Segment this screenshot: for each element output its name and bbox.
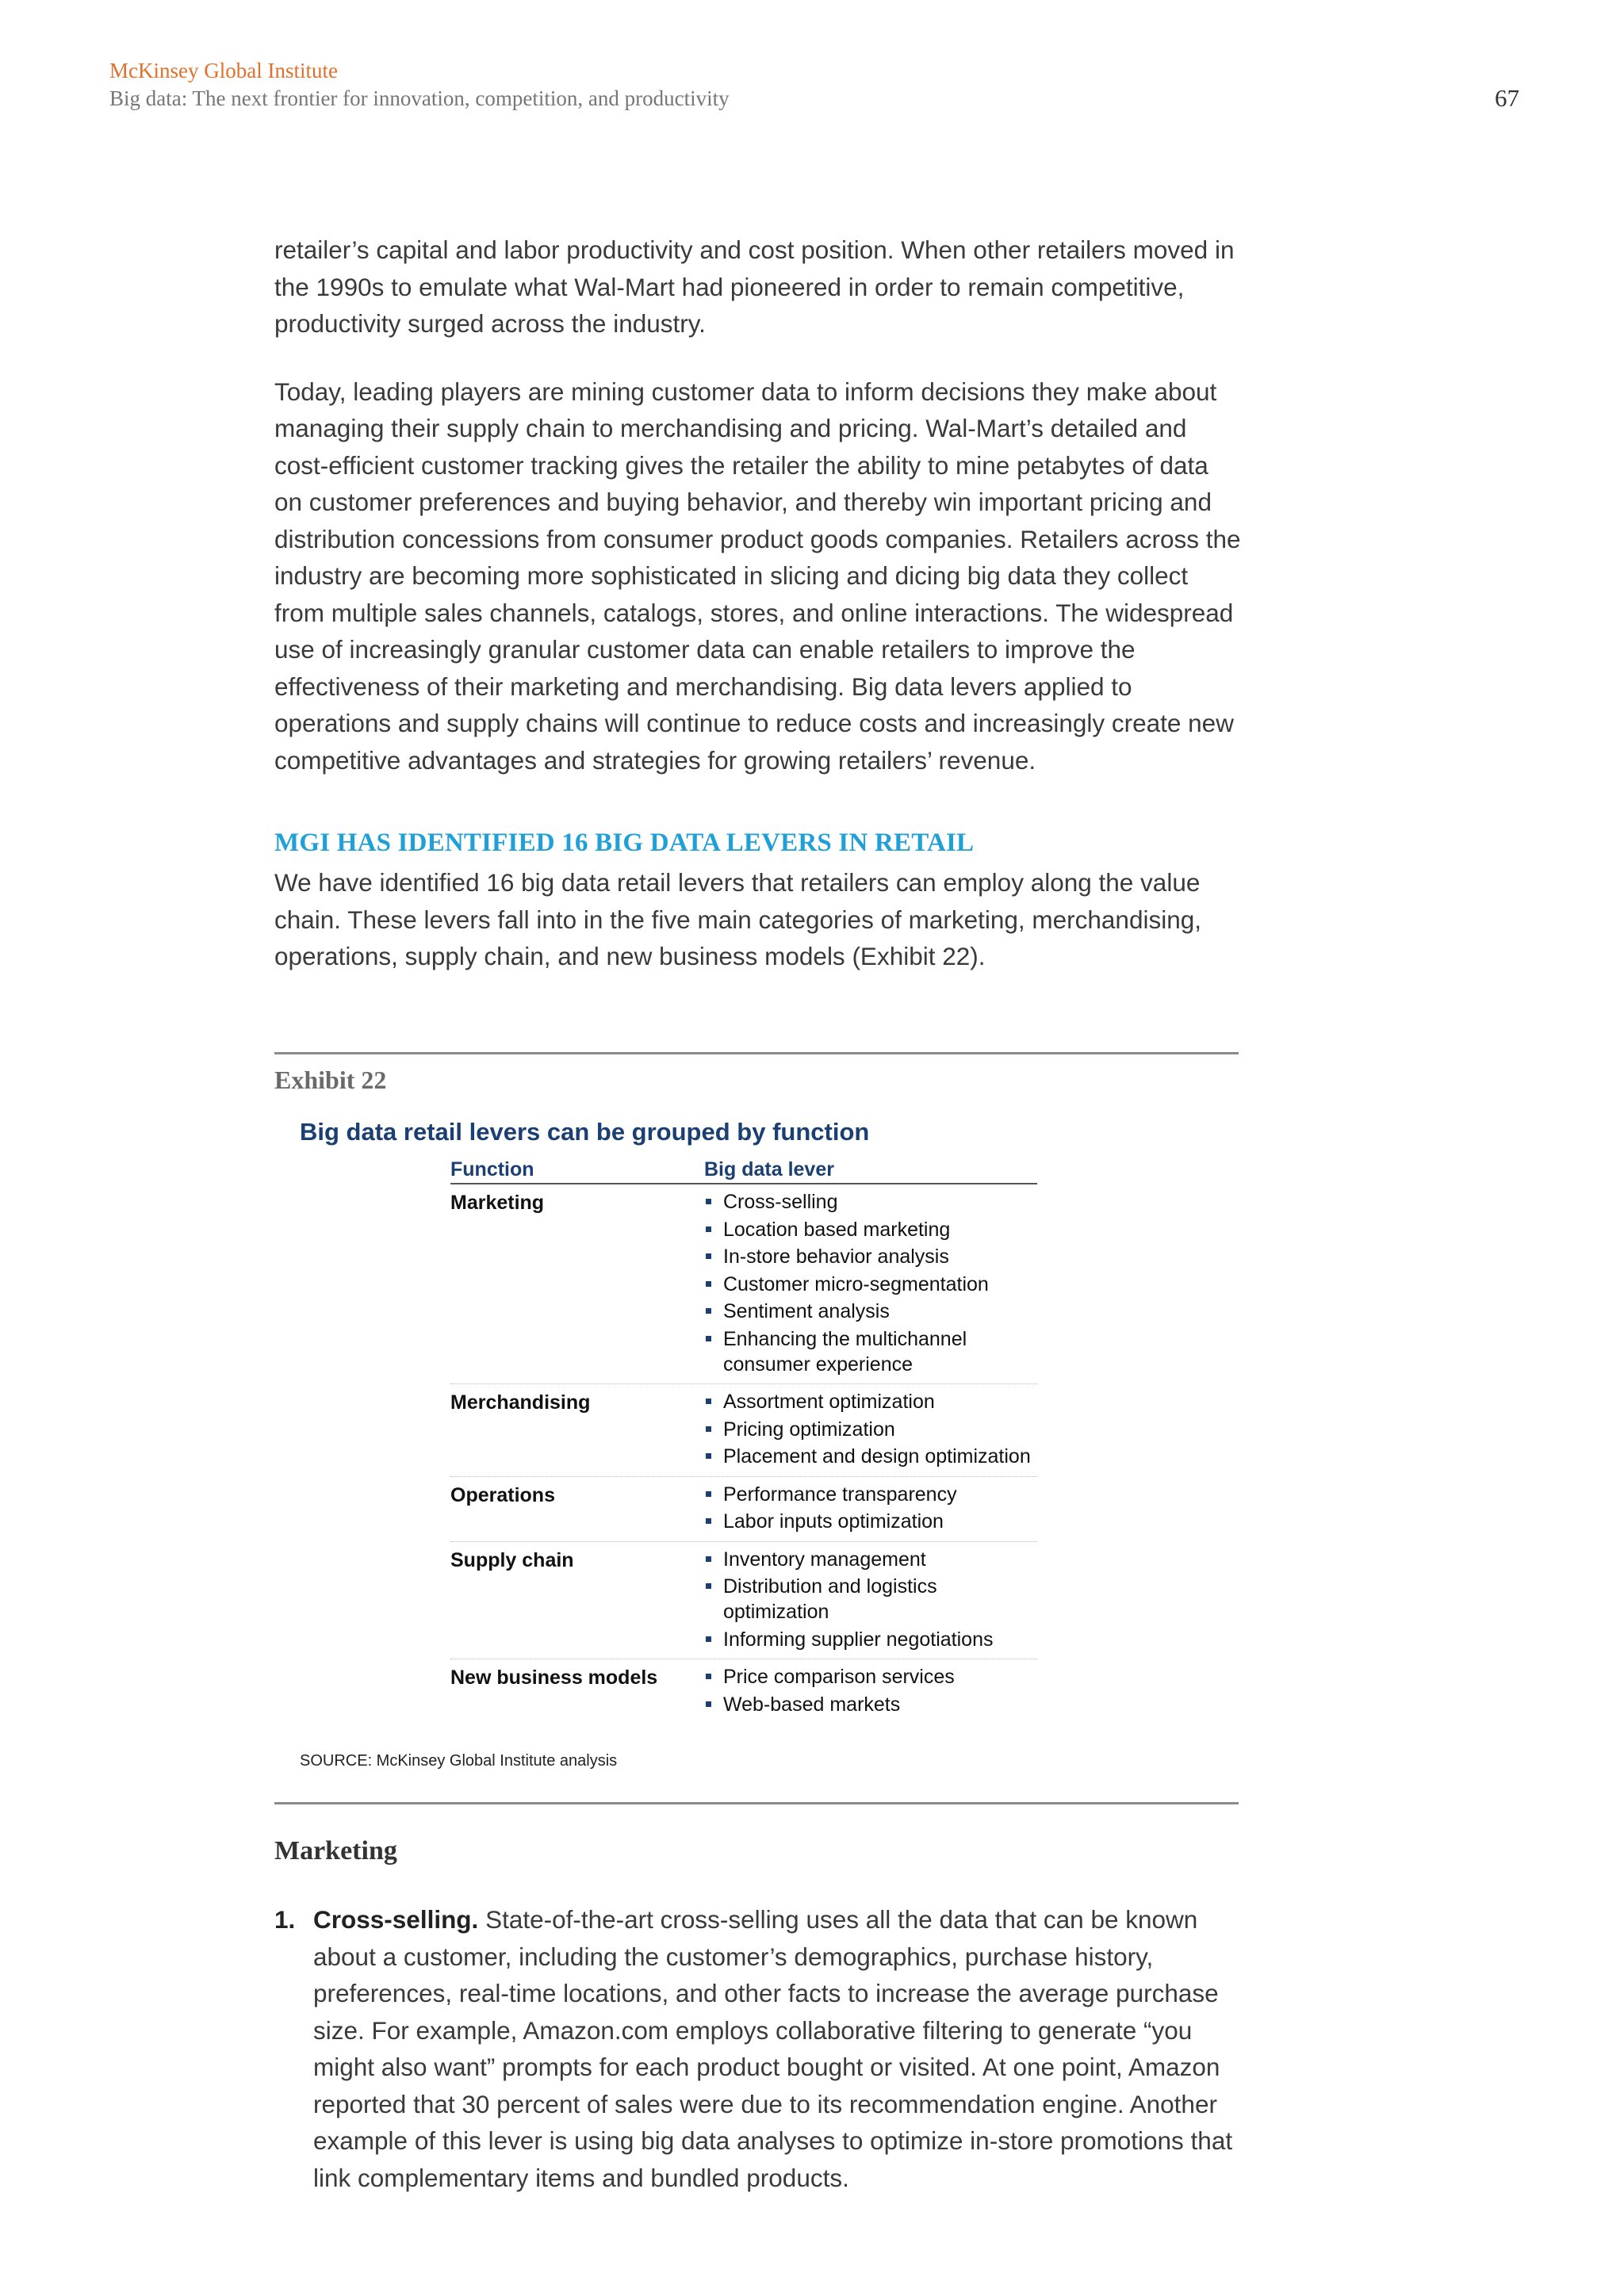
source-note: SOURCE: McKinsey Global Institute analysis [300, 1752, 618, 1770]
item-lead: Cross-selling. [313, 1905, 479, 1934]
exhibit-label: Exhibit 22 [274, 1066, 387, 1094]
lever-label: Customer micro-segmentation [723, 1272, 989, 1295]
square-bullet-icon [706, 1253, 711, 1259]
page-number: 67 [1495, 84, 1519, 112]
list-item-cross-selling [274, 1901, 1246, 2196]
section-heading: MGI HAS IDENTIFIED 16 BIG DATA LEVERS IN RETAIL [274, 828, 975, 857]
column-header-lever: Big data lever [704, 1158, 834, 1181]
item-text: State-of-the-art cross-selling uses all the data that can be known about a customer, including the customer’s demographics, purchase history, preferences, real-time locations, and other facts to increase the average purchase size. For example, Amazon.com employs collaborative filtering to generate “you might also want” prompts for each product bought or visited. At one point, Amazon reported that 30 percent of sales were due to its recommendation engine. Another example of this lever is using big data analyses to optimize in-store promotions that link complementary items and bundled products. [313, 1905, 1233, 2192]
lever-item [704, 1664, 1037, 1689]
lever-list [704, 1664, 1037, 1719]
lever-item [704, 1326, 1037, 1377]
function-cell: Supply chain [450, 1548, 574, 1571]
lever-item [704, 1417, 1037, 1442]
item-body [313, 1901, 1246, 2196]
lever-label: Price comparison services [723, 1666, 955, 1688]
square-bullet-icon [706, 1556, 711, 1562]
square-bullet-icon [706, 1308, 711, 1314]
square-bullet-icon [706, 1281, 711, 1287]
lever-label: Placement and design optimization [723, 1445, 1031, 1468]
lever-item [704, 1444, 1037, 1469]
lever-label: Distribution and logistics optimization [723, 1575, 937, 1623]
exhibit-22 [274, 1052, 1239, 1804]
lever-list [704, 1482, 1037, 1536]
square-bullet-icon [706, 1226, 711, 1232]
lever-item [704, 1547, 1037, 1572]
square-bullet-icon [706, 1336, 711, 1341]
lever-item [704, 1389, 1037, 1414]
lever-item [704, 1509, 1037, 1534]
lever-label: Pricing optimization [723, 1418, 895, 1441]
marketing-heading: Marketing [274, 1836, 397, 1866]
lever-item [704, 1244, 1037, 1269]
square-bullet-icon [706, 1426, 711, 1432]
lever-label: Assortment optimization [723, 1391, 935, 1413]
levers-table [450, 1156, 1037, 1724]
lever-item [704, 1627, 1037, 1652]
paragraph-2: Today, leading players are mining customer data to inform decisions they make about managing their supply chain to merchandising and pricing. Wal-Mart’s detailed and cost-efficient customer tracking gives the retailer the ability to mine petabytes of data on customer preferences and buying behavior, and thereby win important pricing and distribution concessions from consumer product goods companies. Retailers across the industry are becoming more sophisticated in slicing and dicing big data they collect from multiple sales channels, catalogs, stores, and online interactions. The widespread use of increasingly granular customer data can enable retailers to improve the effectiveness of their marketing and merchandising. Big data levers applied to operations and supply chains will continue to reduce costs and increasingly create new competitive advantages and strategies for growing retailers’ revenue. [274, 377, 1241, 775]
table-row [450, 1659, 1037, 1724]
table-row [450, 1542, 1037, 1660]
lever-list [704, 1389, 1037, 1471]
lever-item [704, 1574, 1037, 1624]
lever-item [704, 1189, 1037, 1215]
lever-label: Web-based markets [723, 1693, 901, 1716]
item-number: 1. [274, 1905, 296, 1934]
table-row [450, 1384, 1037, 1477]
table-row [450, 1477, 1037, 1542]
body-text [274, 232, 1242, 989]
lever-item [704, 1482, 1037, 1507]
square-bullet-icon [706, 1583, 711, 1589]
lever-item [704, 1692, 1037, 1717]
paragraph-3: We have identified 16 big data retail levers that retailers can employ along the value chain. These levers fall into in the five main categories of marketing, merchandising, operations, supply chain, and new business models (Exhibit 22). [274, 868, 1202, 970]
function-cell: Merchandising [450, 1391, 591, 1414]
function-cell: Operations [450, 1483, 555, 1506]
table-header [450, 1156, 1037, 1184]
lever-label: Enhancing the multichannel consumer experience [723, 1327, 967, 1376]
lever-label: Location based marketing [723, 1218, 951, 1241]
square-bullet-icon [706, 1399, 711, 1404]
table-body [450, 1184, 1037, 1724]
column-header-function: Function [450, 1158, 534, 1181]
lever-label: Cross-selling [723, 1191, 838, 1213]
function-cell: New business models [450, 1667, 658, 1689]
table-row [450, 1184, 1037, 1384]
square-bullet-icon [706, 1453, 711, 1459]
lever-label: Labor inputs optimization [723, 1510, 944, 1533]
paragraph-1: retailer’s capital and labor productivity and cost position. When other retailers moved in the 1990s to emulate what Wal-Mart had pioneered in order to remain competitive, productivity surged across the industry. [274, 235, 1235, 338]
lever-label: Performance transparency [723, 1483, 957, 1506]
lever-label: In-store behavior analysis [723, 1246, 949, 1268]
lever-item [704, 1272, 1037, 1297]
square-bullet-icon [706, 1701, 711, 1707]
lever-list [704, 1189, 1037, 1379]
square-bullet-icon [706, 1518, 711, 1524]
function-cell: Marketing [450, 1192, 545, 1214]
square-bullet-icon [706, 1491, 711, 1497]
publisher-name: McKinsey Global Institute [109, 59, 338, 82]
lever-item [704, 1217, 1037, 1242]
square-bullet-icon [706, 1199, 711, 1204]
exhibit-title: Big data retail levers can be grouped by function [300, 1118, 870, 1146]
lever-label: Sentiment analysis [723, 1300, 890, 1322]
lever-label: Inventory management [723, 1548, 926, 1571]
square-bullet-icon [706, 1636, 711, 1642]
square-bullet-icon [706, 1674, 711, 1679]
lever-item [704, 1299, 1037, 1324]
report-title: Big data: The next frontier for innovation, competition, and productivity [109, 86, 730, 110]
lever-list [704, 1547, 1037, 1655]
lever-label: Informing supplier negotiations [723, 1628, 994, 1651]
